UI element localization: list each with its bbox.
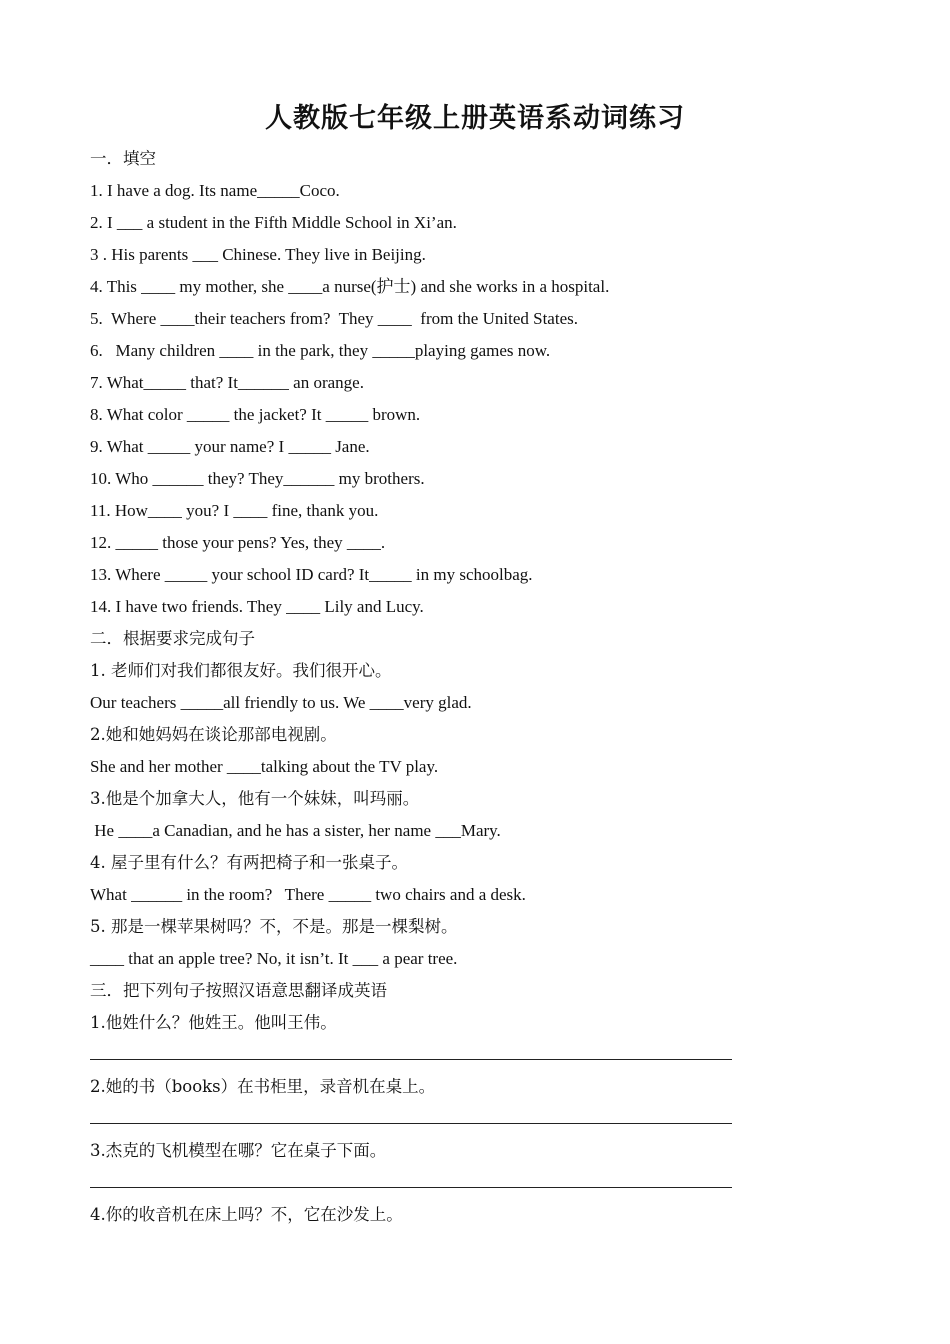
question-line: 1. I have a dog. Its name_____Coco. xyxy=(90,181,340,200)
question-line: 4. This ____ my mother, she ____a nurse(护士) and she works in a hospital. xyxy=(90,277,610,296)
chinese-prompt: 5. 那是一棵苹果树吗？不，不是。那是一棵梨树。 xyxy=(90,917,458,936)
translation-prompt: 4.你的收音机在床上吗？不，它在沙发上。 xyxy=(90,1205,403,1224)
answer-rule xyxy=(90,1059,732,1060)
question-line: 9. What _____ your name? I _____ Jane. xyxy=(90,437,370,456)
worksheet-body xyxy=(90,145,870,1233)
question-line: 8. What color _____ the jacket? It _____ brown. xyxy=(90,405,421,424)
question-line: 7. What_____ that? It______ an orange. xyxy=(90,373,364,392)
answer-line[interactable] xyxy=(90,1169,870,1201)
chinese-prompt: 4. 屋子里有什么？有两把椅子和一张桌子。 xyxy=(90,853,408,872)
question-line: What ______ in the room? There _____ two chairs and a desk. xyxy=(90,885,526,904)
answer-line[interactable] xyxy=(90,1105,870,1137)
question-line: 13. Where _____ your school ID card? It_____ in my schoolbag. xyxy=(90,565,533,584)
question-line: He ____a Canadian, and he has a sister, her name ___Mary. xyxy=(90,821,501,840)
answer-rule xyxy=(90,1187,732,1188)
translation-prompt: 2.她的书（books）在书柜里，录音机在桌上。 xyxy=(90,1077,436,1096)
answer-rule xyxy=(90,1123,732,1124)
chinese-prompt: 1. 老师们对我们都很友好。我们很开心。 xyxy=(90,661,392,680)
chinese-prompt: 2.她和她妈妈在谈论那部电视剧。 xyxy=(90,725,337,744)
answer-line[interactable] xyxy=(90,1041,870,1073)
question-line: 14. I have two friends. They ____ Lily and Lucy. xyxy=(90,597,424,616)
question-line: 11. How____ you? I ____ fine, thank you. xyxy=(90,501,379,520)
section-heading-fill-blank: 一．填空 xyxy=(90,149,156,168)
question-line: 5. Where ____their teachers from? They ____ from the United States. xyxy=(90,309,578,328)
question-line: 12. _____ those your pens? Yes, they ____. xyxy=(90,533,386,552)
question-line: Our teachers _____all friendly to us. We ____very glad. xyxy=(90,693,472,712)
question-line: 6. Many children ____ in the park, they _____playing games now. xyxy=(90,341,551,360)
section-heading-translate: 三．把下列句子按照汉语意思翻译成英语 xyxy=(90,981,387,1000)
translation-prompt: 1.他姓什么？他姓王。他叫王伟。 xyxy=(90,1013,337,1032)
section-heading-complete-sentences: 二．根据要求完成句子 xyxy=(90,629,255,648)
question-line: 10. Who ______ they? They______ my brothers. xyxy=(90,469,425,488)
question-line: ____ that an apple tree? No, it isn’t. It ___ a pear tree. xyxy=(90,949,458,968)
question-line: 3 . His parents ___ Chinese. They live in Beijing. xyxy=(90,245,426,264)
translation-prompt: 3.杰克的飞机模型在哪？它在桌子下面。 xyxy=(90,1141,387,1160)
page-title: 人教版七年级上册英语系动词练习 xyxy=(265,103,685,134)
question-line: 2. I ___ a student in the Fifth Middle School in Xi’an. xyxy=(90,213,457,232)
chinese-prompt: 3.他是个加拿大人，他有一个妹妹，叫玛丽。 xyxy=(90,789,420,808)
question-line: She and her mother ____talking about the TV play. xyxy=(90,757,439,776)
